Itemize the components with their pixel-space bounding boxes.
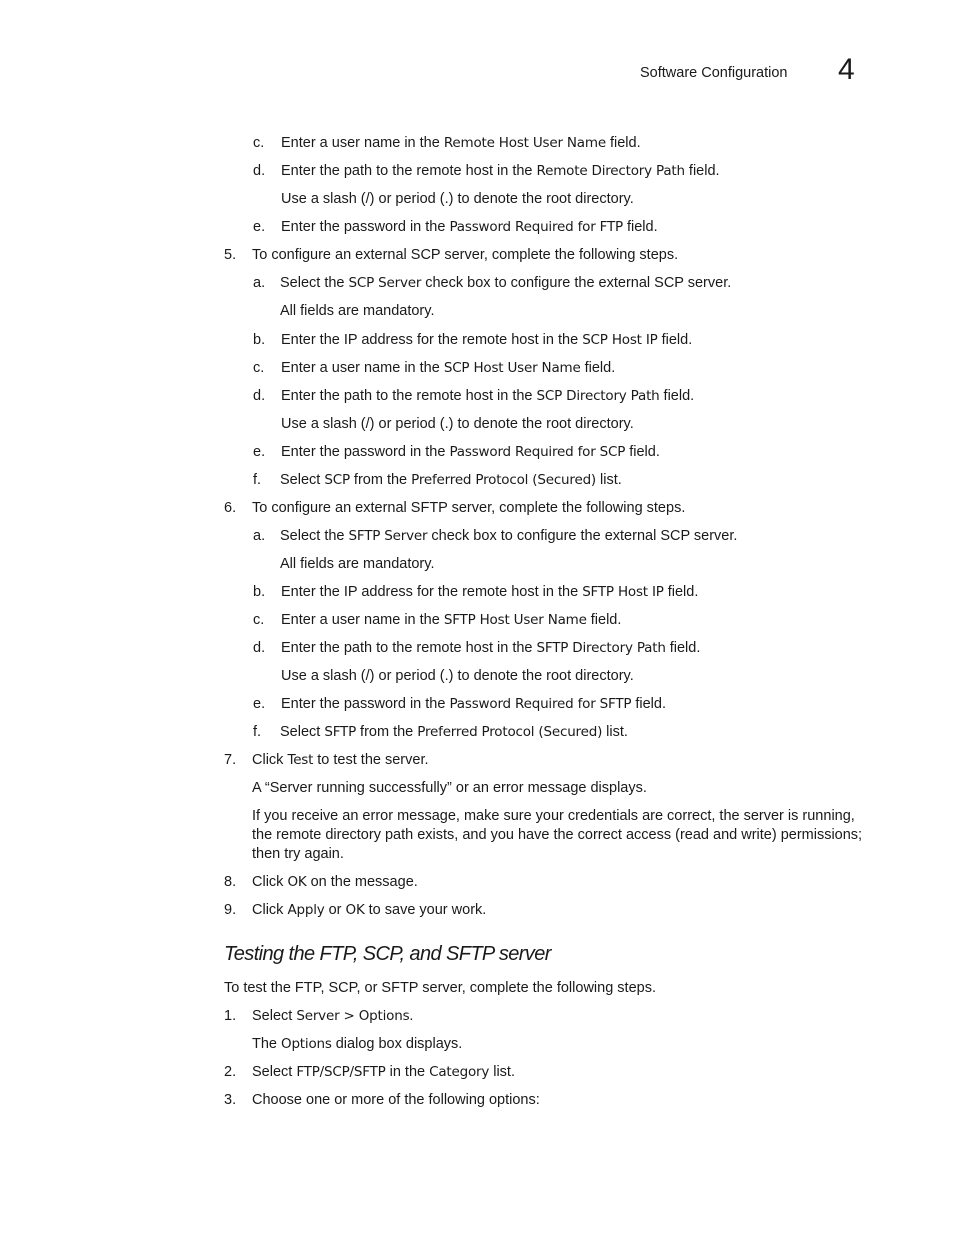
text-run: then try again. bbox=[252, 846, 344, 862]
ui-term: Remote Host User Name bbox=[443, 135, 606, 151]
list-marker: c. bbox=[253, 135, 265, 151]
text-line-a5n bbox=[280, 302, 434, 321]
text-run: To configure an external SFTP server, complete the following steps. bbox=[252, 500, 686, 516]
ui-term: SCP Host IP bbox=[582, 332, 658, 348]
text-run: Enter a user name in the bbox=[281, 135, 444, 151]
text-run: A “Server running successfully” or an error message displays. bbox=[252, 780, 647, 796]
text-run: Enter the IP address for the remote host in the bbox=[281, 584, 583, 600]
text-line-d6n bbox=[281, 667, 634, 686]
text-line-intro bbox=[224, 979, 656, 998]
ui-term: Apply bbox=[287, 902, 325, 918]
text-run: list. bbox=[489, 1064, 515, 1080]
text-line-f6 bbox=[280, 723, 628, 742]
text-run: Select bbox=[280, 472, 325, 488]
text-line-s7n2a bbox=[252, 807, 855, 826]
ui-term: OK bbox=[345, 902, 365, 918]
list-marker: f. bbox=[253, 472, 262, 488]
text-run: field. bbox=[665, 640, 701, 656]
text-run: Enter the password in the bbox=[281, 696, 450, 712]
text-run: from the bbox=[349, 472, 412, 488]
text-line-f5 bbox=[280, 471, 622, 490]
text-run: on the message. bbox=[306, 874, 418, 890]
text-run: Select bbox=[280, 724, 325, 740]
text-run: field. bbox=[631, 696, 667, 712]
ui-term: Password Required for FTP bbox=[449, 219, 623, 235]
list-marker: 8. bbox=[224, 874, 237, 890]
ui-term: OK bbox=[287, 874, 307, 890]
list-marker: c. bbox=[253, 360, 265, 376]
text-run: field. bbox=[663, 584, 699, 600]
text-run: Click bbox=[252, 874, 288, 890]
ui-term: Options bbox=[281, 1036, 332, 1052]
text-line-s7n1 bbox=[252, 779, 647, 798]
running-header-title: Software Configuration bbox=[640, 65, 788, 81]
text-run: All fields are mandatory. bbox=[280, 556, 435, 572]
ui-term: SCP bbox=[324, 472, 350, 488]
text-run: field. bbox=[586, 612, 622, 628]
text-line-s9 bbox=[252, 901, 486, 920]
text-run: field. bbox=[605, 135, 641, 151]
list-marker: 5. bbox=[224, 247, 237, 263]
text-line-a6n bbox=[280, 555, 434, 574]
ui-term: Password Required for SCP bbox=[449, 444, 626, 460]
list-marker: 1. bbox=[224, 1008, 237, 1024]
text-run: Use a slash (/) or period (.) to denote the root directory. bbox=[281, 191, 634, 207]
text-run: Select the bbox=[280, 528, 349, 544]
list-marker: e. bbox=[253, 696, 266, 712]
list-marker: d. bbox=[253, 640, 266, 656]
ui-term: Password Required for SFTP bbox=[449, 696, 632, 712]
list-marker: a. bbox=[253, 275, 266, 291]
text-run: Select the bbox=[280, 275, 349, 291]
ui-term: SFTP Server bbox=[348, 528, 428, 544]
text-line-s7n2b bbox=[252, 826, 862, 845]
text-run: Click bbox=[252, 752, 288, 768]
ui-term: SFTP Host IP bbox=[582, 584, 664, 600]
text-run: Use a slash (/) or period (.) to denote the root directory. bbox=[281, 668, 634, 684]
text-run: All fields are mandatory. bbox=[280, 303, 435, 319]
ui-term: SCP Host User Name bbox=[443, 360, 581, 376]
text-run: Enter the path to the remote host in the bbox=[281, 640, 537, 656]
list-marker: b. bbox=[253, 332, 266, 348]
text-run: Choose one or more of the following options: bbox=[252, 1092, 540, 1108]
ui-term: SCP Directory Path bbox=[536, 388, 660, 404]
text-line-d6 bbox=[281, 639, 700, 658]
text-run: field. bbox=[580, 360, 616, 376]
text-line-t1 bbox=[252, 1007, 413, 1026]
list-marker: d. bbox=[253, 163, 266, 179]
text-line-t3 bbox=[252, 1091, 540, 1110]
text-line-d1 bbox=[281, 162, 720, 181]
text-run: Enter a user name in the bbox=[281, 612, 444, 628]
list-marker: 6. bbox=[224, 500, 237, 516]
text-line-a6 bbox=[280, 527, 737, 546]
text-line-d1n bbox=[281, 190, 634, 209]
text-run: field. bbox=[659, 388, 695, 404]
text-run: Enter the path to the remote host in the bbox=[281, 388, 537, 404]
text-line-s7n2c bbox=[252, 845, 344, 864]
ui-term: SCP Server bbox=[348, 275, 422, 291]
text-line-s7 bbox=[252, 751, 429, 770]
text-line-c5 bbox=[281, 359, 615, 378]
text-run: The bbox=[252, 1036, 282, 1052]
text-line-t1n bbox=[252, 1035, 462, 1054]
text-line-c6 bbox=[281, 611, 621, 630]
text-run: to save your work. bbox=[364, 902, 487, 918]
text-run: Enter the password in the bbox=[281, 219, 450, 235]
ui-term: FTP/SCP/SFTP bbox=[296, 1064, 386, 1080]
list-marker: 2. bbox=[224, 1064, 237, 1080]
list-marker: a. bbox=[253, 528, 266, 544]
list-marker: 3. bbox=[224, 1092, 237, 1108]
text-line-e5 bbox=[281, 443, 660, 462]
text-line-b6 bbox=[281, 583, 698, 602]
text-run: check box to configure the external SCP server. bbox=[421, 275, 732, 291]
list-marker: d. bbox=[253, 388, 266, 404]
text-run: Select bbox=[252, 1008, 297, 1024]
text-run: To test the FTP, SCP, or SFTP server, complete the following steps. bbox=[224, 980, 656, 996]
text-run: field. bbox=[657, 332, 693, 348]
text-run: Enter the IP address for the remote host in the bbox=[281, 332, 583, 348]
list-marker: f. bbox=[253, 724, 262, 740]
section-heading: Testing the FTP, SCP, and SFTP server bbox=[224, 943, 551, 965]
text-line-d5n bbox=[281, 415, 634, 434]
text-run: check box to configure the external SCP server. bbox=[427, 528, 738, 544]
text-line-d5 bbox=[281, 387, 694, 406]
text-line-c1 bbox=[281, 134, 641, 153]
text-run: to test the server. bbox=[313, 752, 429, 768]
text-run: in the bbox=[385, 1064, 430, 1080]
text-run: If you receive an error message, make sure your credentials are correct, the server is running, bbox=[252, 808, 855, 824]
text-line-t2 bbox=[252, 1063, 515, 1082]
chapter-number: 4 bbox=[838, 53, 855, 86]
text-line-b5 bbox=[281, 331, 692, 350]
ui-term: Server > Options bbox=[296, 1008, 410, 1024]
ui-term: SFTP Directory Path bbox=[536, 640, 666, 656]
ui-term: Remote Directory Path bbox=[536, 163, 685, 179]
text-run: or bbox=[324, 902, 346, 918]
text-run: Use a slash (/) or period (.) to denote the root directory. bbox=[281, 416, 634, 432]
ui-term: Test bbox=[287, 752, 314, 768]
text-line-a5 bbox=[280, 274, 731, 293]
list-marker: e. bbox=[253, 219, 266, 235]
list-marker: 7. bbox=[224, 752, 237, 768]
text-line-e1 bbox=[281, 218, 658, 237]
list-marker: 9. bbox=[224, 902, 237, 918]
text-run: field. bbox=[684, 163, 720, 179]
text-run: list. bbox=[602, 724, 628, 740]
text-run: the remote directory path exists, and you have the correct access (read and write) permissions; bbox=[252, 827, 863, 843]
text-line-s8 bbox=[252, 873, 418, 892]
ui-term: SFTP Host User Name bbox=[443, 612, 587, 628]
ui-term: Category bbox=[429, 1064, 490, 1080]
list-marker: b. bbox=[253, 584, 266, 600]
ui-term: Preferred Protocol (Secured) bbox=[417, 724, 603, 740]
text-line-s6 bbox=[252, 499, 685, 518]
text-line-s5 bbox=[252, 246, 678, 265]
text-run: field. bbox=[622, 219, 658, 235]
ui-term: SFTP bbox=[324, 724, 357, 740]
list-marker: c. bbox=[253, 612, 265, 628]
text-line-e6 bbox=[281, 695, 666, 714]
text-run: field. bbox=[625, 444, 660, 460]
text-run: Enter the password in the bbox=[281, 444, 450, 460]
text-run: Click bbox=[252, 902, 288, 918]
text-run: list. bbox=[596, 472, 622, 488]
list-marker: e. bbox=[253, 444, 266, 460]
text-run: Select bbox=[252, 1064, 297, 1080]
text-run: To configure an external SCP server, complete the following steps. bbox=[252, 247, 679, 263]
ui-term: Preferred Protocol (Secured) bbox=[411, 472, 597, 488]
text-run: . bbox=[409, 1008, 414, 1024]
text-run: Enter a user name in the bbox=[281, 360, 444, 376]
text-run: Enter the path to the remote host in the bbox=[281, 163, 537, 179]
text-run: from the bbox=[356, 724, 418, 740]
text-run: dialog box displays. bbox=[331, 1036, 463, 1052]
